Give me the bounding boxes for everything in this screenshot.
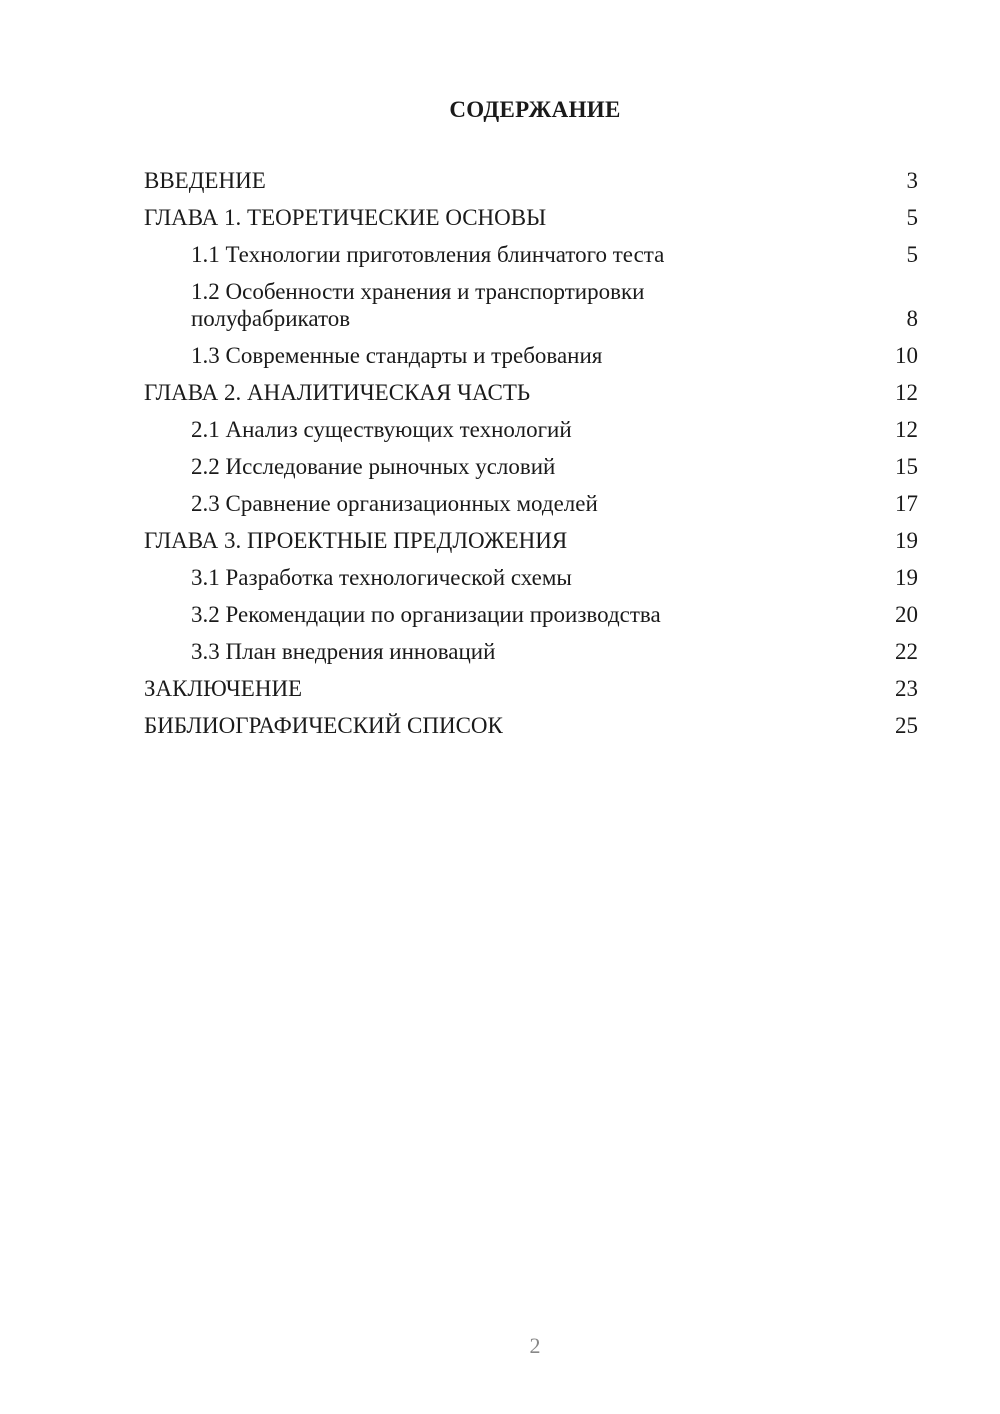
toc-subentry[interactable] bbox=[144, 601, 918, 628]
toc-subentry[interactable] bbox=[144, 490, 918, 517]
toc-entry-page: 17 bbox=[895, 491, 918, 516]
table-of-contents bbox=[144, 167, 918, 749]
toc-entry-page: 22 bbox=[895, 639, 918, 664]
toc-entry[interactable] bbox=[144, 712, 918, 739]
toc-subentry[interactable] bbox=[144, 638, 918, 665]
page-title: СОДЕРЖАНИЕ bbox=[449, 97, 621, 122]
toc-entry-label: ГЛАВА 2. АНАЛИТИЧЕСКАЯ ЧАСТЬ bbox=[144, 380, 531, 405]
toc-entry-page: 19 bbox=[895, 528, 918, 553]
toc-entry-label: 3.3 План внедрения инноваций bbox=[191, 639, 496, 664]
toc-entry[interactable] bbox=[144, 379, 918, 406]
toc-entry-label: 1.1 Технологии приготовления блинчатого теста bbox=[191, 242, 665, 267]
toc-subentry[interactable] bbox=[144, 416, 918, 443]
toc-entry-page: 12 bbox=[895, 417, 918, 442]
toc-entry[interactable] bbox=[144, 527, 918, 554]
toc-entry-label: ЗАКЛЮЧЕНИЕ bbox=[144, 676, 303, 701]
toc-entry-page: 19 bbox=[895, 565, 918, 590]
toc-subentry[interactable] bbox=[144, 453, 918, 480]
toc-entry-label: 3.2 Рекомендации по организации производства bbox=[191, 602, 661, 627]
toc-subentry[interactable] bbox=[144, 278, 918, 332]
toc-entry-page: 20 bbox=[895, 602, 918, 627]
toc-entry-page: 23 bbox=[895, 676, 918, 701]
toc-subentry[interactable] bbox=[144, 241, 918, 268]
toc-entry-page: 10 bbox=[895, 343, 918, 368]
toc-entry-page: 3 bbox=[906, 168, 918, 193]
toc-entry[interactable] bbox=[144, 675, 918, 702]
toc-entry-label: ГЛАВА 3. ПРОЕКТНЫЕ ПРЕДЛОЖЕНИЯ bbox=[144, 528, 568, 553]
toc-entry-label: 1.2 Особенности хранения и транспортировки полуфабрикатов bbox=[191, 279, 645, 331]
toc-subentry[interactable] bbox=[144, 342, 918, 369]
toc-entry-label: 2.3 Сравнение организационных моделей bbox=[191, 491, 598, 516]
toc-entry-label: 2.2 Исследование рыночных условий bbox=[191, 454, 556, 479]
page-number: 2 bbox=[529, 1333, 541, 1358]
toc-entry-label: 2.1 Анализ существующих технологий bbox=[191, 417, 572, 442]
toc-entry-page: 25 bbox=[895, 713, 918, 738]
toc-entry-page: 5 bbox=[906, 205, 918, 230]
toc-entry-label: 3.1 Разработка технологической схемы bbox=[191, 565, 572, 590]
toc-entry-label: БИБЛИОГРАФИЧЕСКИЙ СПИСОК bbox=[144, 713, 503, 738]
toc-entry-label: 1.3 Современные стандарты и требования bbox=[191, 343, 603, 368]
toc-entry-page: 12 bbox=[895, 380, 918, 405]
toc-entry-label: ГЛАВА 1. ТЕОРЕТИЧЕСКИЕ ОСНОВЫ bbox=[144, 205, 547, 230]
toc-entry-page: 8 bbox=[906, 306, 918, 331]
toc-entry-page: 5 bbox=[906, 242, 918, 267]
toc-entry[interactable] bbox=[144, 167, 918, 194]
toc-entry[interactable] bbox=[144, 204, 918, 231]
toc-entry-label: ВВЕДЕНИЕ bbox=[144, 168, 266, 193]
toc-subentry[interactable] bbox=[144, 564, 918, 591]
toc-entry-page: 15 bbox=[895, 454, 918, 479]
